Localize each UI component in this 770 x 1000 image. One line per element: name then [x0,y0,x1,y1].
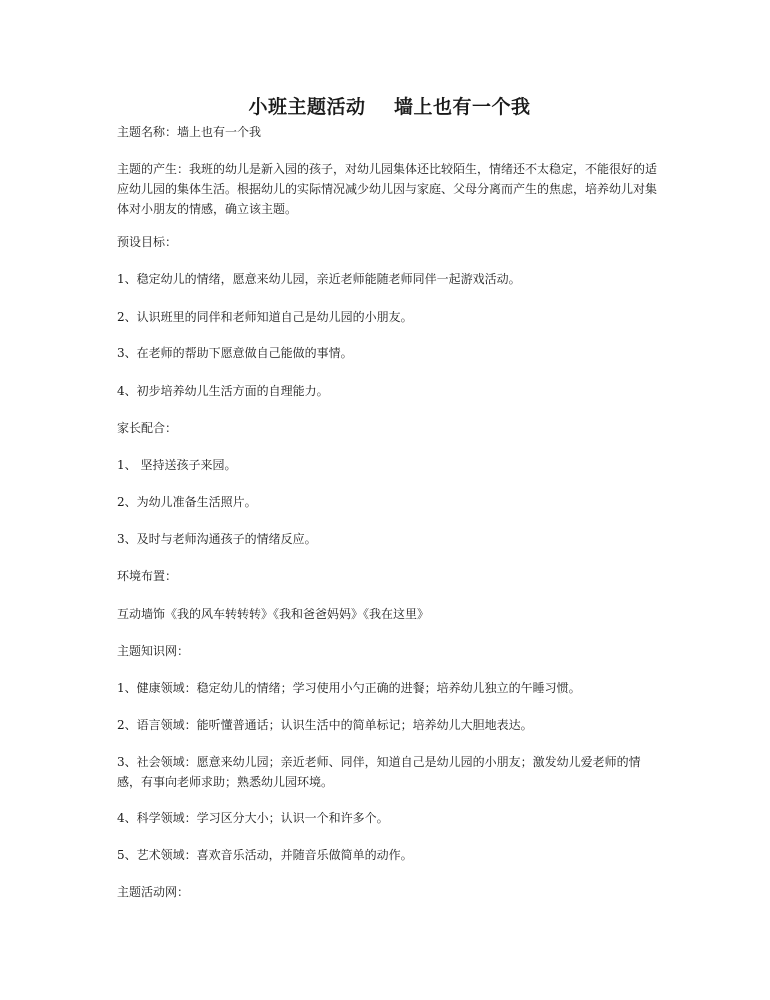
heading-activities: 主题活动网： [117,885,190,899]
document-title: 小班主题活动 墙上也有一个我 [248,96,531,118]
parent-item-1: 1、 坚持送孩子来园。 [117,458,237,472]
knowledge-language: 2、语言领域：能听懂普通话；认识生活中的简单标记；培养幼儿大胆地表达。 [117,718,533,732]
environment-text: 互动墙饰《我的风车转转转》《我和爸爸妈妈》《我在这里》 [117,607,430,621]
knowledge-health: 1、健康领域：稳定幼儿的情绪；学习使用小勺正确的进餐；培养幼儿独立的午睡习惯。 [117,681,581,695]
parent-item-2: 2、为幼儿准备生活照片。 [117,495,257,509]
knowledge-social: 3、社会领域：愿意来幼儿园；亲近老师、同伴，知道自己是幼儿园的小朋友；激发幼儿爱老师的情感，有事向老师求助；熟悉幼儿园环境。 [117,755,641,789]
heading-parents: 家长配合： [117,421,178,435]
theme-origin: 主题的产生：我班的幼儿是新入园的孩子，对幼儿园集体还比较陌生，情绪还不太稳定，不能很好的适应幼儿园的集体生活。根据幼儿的实际情况减少幼儿因与家庭、父母分离而产生的焦虑，培养幼儿对集体对小朋友的情感，确立该主题。 [117,162,658,216]
knowledge-art: 5、艺术领域：喜欢音乐活动，并随音乐做简单的动作。 [117,848,413,862]
heading-knowledge: 主题知识网： [117,644,190,658]
goal-item-2: 2、认识班里的同伴和老师知道自己是幼儿园的小朋友。 [117,310,413,324]
document-page [117,0,662,1000]
goal-item-3: 3、在老师的帮助下愿意做自己能做的事情。 [117,346,353,360]
knowledge-science: 4、科学领域：学习区分大小；认识一个和许多个。 [117,811,389,825]
goal-item-4: 4、初步培养幼儿生活方面的自理能力。 [117,384,329,398]
theme-name: 主题名称：墙上也有一个我 [117,125,262,139]
heading-goals: 预设目标： [117,235,178,249]
goal-item-1: 1、稳定幼儿的情绪，愿意来幼儿园，亲近老师能随老师同伴一起游戏活动。 [117,272,521,286]
heading-environment: 环境布置： [117,569,178,583]
parent-item-3: 3、及时与老师沟通孩子的情绪反应。 [117,532,317,546]
